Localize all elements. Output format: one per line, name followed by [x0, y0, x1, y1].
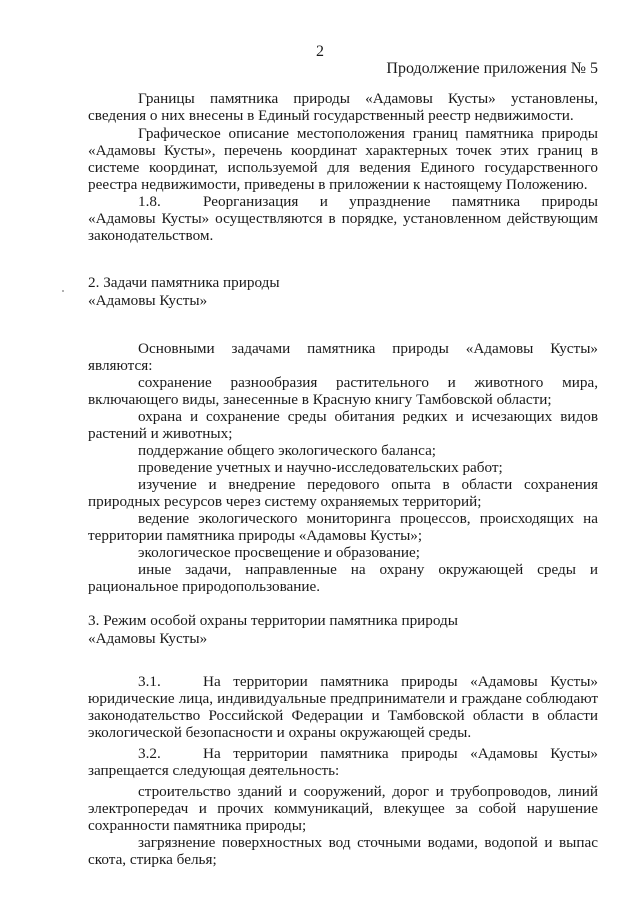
paragraph-borders: Границы памятника природы «Адамовы Кусты» установлены, сведения о них внесены в Единый государственный реестр недвижимости.: [88, 90, 598, 124]
item-number: 3.2.: [138, 745, 161, 762]
section-2-heading: [88, 274, 598, 310]
paragraph-graphic-description: Графическое описание местоположения границ памятника природы «Адамовы Кусты», перечень координат характерных точек этих границ в системе координат, используемой для ведения Единого государственного реестра недвижимости, приведены в приложении к настоящему Положению.: [88, 125, 598, 193]
paragraph-3-2: [88, 745, 598, 779]
appendix-label: Продолжение приложения № 5: [386, 60, 598, 77]
section-2-subtitle: «Адамовы Кусты»: [88, 292, 208, 309]
list-item: охрана и сохранение среды обитания редких и исчезающих видов растений и животных;: [88, 408, 598, 442]
paragraph-3-1: [88, 673, 598, 741]
section-3-heading: [88, 612, 598, 648]
list-item: изучение и внедрение передового опыта в области сохранения природных ресурсов через систему охраняемых территорий;: [88, 476, 598, 510]
scan-speck: [62, 290, 64, 292]
item-number: 3.1.: [138, 673, 161, 690]
section-3-title: 3. Режим особой охраны территории памятника природы: [88, 612, 458, 629]
section-2-title: 2. Задачи памятника природы: [88, 274, 280, 291]
paragraph-1-8-text: Реорганизация и упразднение памятника природы «Адамовы Кусты» осуществляются в порядке, установленном действующим законодательством.: [88, 193, 598, 244]
list-item: проведение учетных и научно-исследовательских работ;: [138, 459, 503, 476]
list-item: ведение экологического мониторинга процессов, происходящих на территории памятника природы «Адамовы Кусты»;: [88, 510, 598, 544]
list-item: сохранение разнообразия растительного и животного мира, включающего виды, занесенные в Красную книгу Тамбовской области;: [88, 374, 598, 408]
item-number: 1.8.: [138, 193, 161, 210]
document-body: [88, 90, 598, 868]
list-item: строительство зданий и сооружений, дорог и трубопроводов, линий электропередач и прочих коммуникаций, влекущее за собой нарушение сохранности памятника природы;: [88, 783, 598, 834]
section-2-intro: Основными задачами памятника природы «Адамовы Кусты» являются:: [88, 340, 598, 374]
paragraph-3-2-text: На территории памятника природы «Адамовы Кусты» запрещается следующая деятельность:: [88, 745, 598, 779]
section-3-subtitle: «Адамовы Кусты»: [88, 630, 208, 647]
list-item: иные задачи, направленные на охрану окружающей среды и рациональное природопользование.: [88, 561, 598, 595]
list-item: загрязнение поверхностных вод сточными водами, водопой и выпас скота, стирка белья;: [88, 834, 598, 868]
paragraph-3-1-text: На территории памятника природы «Адамовы Кусты» юридические лица, индивидуальные предприниматели и граждане соблюдают законодательство Российской Федерации и Тамбовской области в области экологической безопасности и охраны окружающей среды.: [88, 673, 598, 741]
list-item: поддержание общего экологического баланса;: [138, 442, 437, 459]
list-item: экологическое просвещение и образование;: [138, 544, 420, 561]
paragraph-1-8: [88, 193, 598, 244]
page-number: 2: [316, 43, 324, 60]
